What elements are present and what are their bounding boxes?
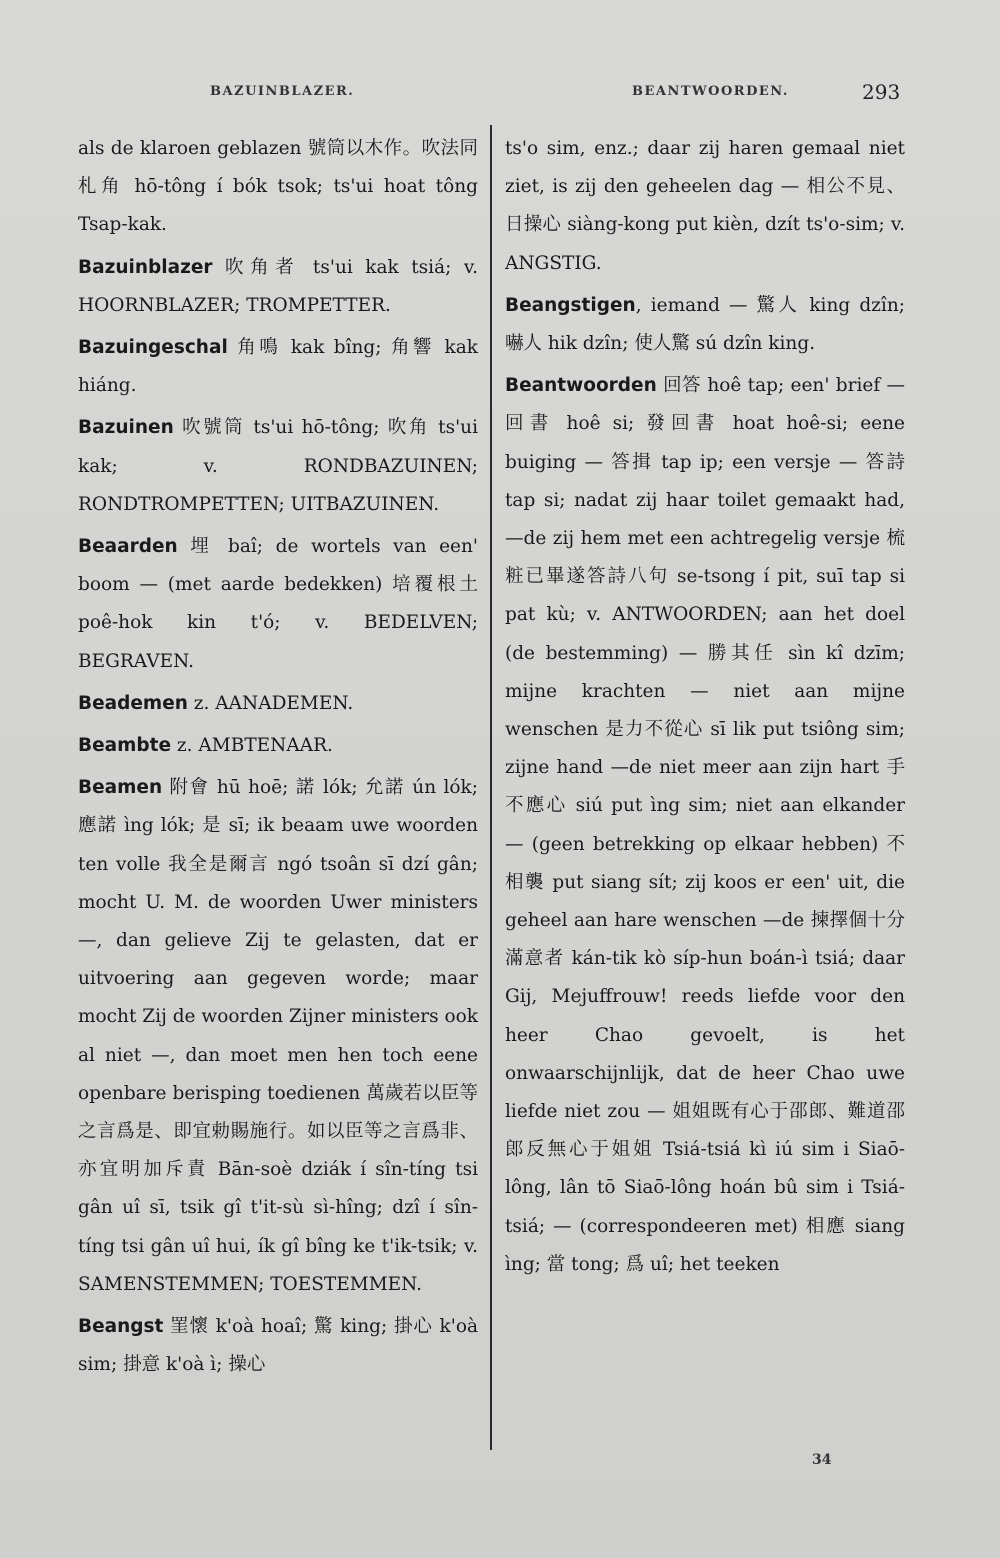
column-divider bbox=[490, 125, 492, 1450]
right-column bbox=[505, 130, 905, 1288]
entry-text: 吹號筒 ts'ui hō-tông; 吹角 ts'ui kak; v. RONDBAZUINEN; RONDTROMPETTEN; UITBAZUINEN. bbox=[78, 417, 478, 515]
dictionary-entry bbox=[505, 130, 905, 283]
entry-text: 吹角者 ts'ui kak tsiá; v. HOORNBLAZER; TROMPETTER. bbox=[78, 256, 478, 316]
entry-text: 回答 hoê tap; een' brief — 回書 hoê si; 發回書 hoat hoê-si; eene buiging — 答揖 tap ip; een versje — 答詩 tap si; nadat zij haar toilet gemaakt had, —de zij hem met een achtregelig versje 梳粧已畢遂答詩八句 se-tsong í pit, suī tap si pat kù; v. ANTWOORDEN; aan het doel (de bestemming) — 勝其任 sìn kî dzīm; mijne krachten — niet aan mijne wenschen 是力不從心 sī lik put tsiông sim; zijne hand —de niet meer aan zijn hart 手不應心 siú put ìng sim; niet aan elkander — (geen betrekking op elkaar hebben) 不相襲 put siang sít; zij koos er een' uit, die geheel aan hare wenschen —de 揀擇個十分滿意者 kán-tik kò síp-hun boán-ì tsiá; daar Gij, Mejuffrouw! reeds liefde voor den heer Chao gevoelt, is het onwaarschijnlijk, dat de heer Chao uwe liefde niet zou — 姐姐既有心于邵郎、難道邵郎反無心于姐姐 Tsiá-tsiá kì iú sim i Siaō-lông, lân tō Siaō-lông hoán bû sim i Tsiá-tsiá; — (correspondeeren met) 相應 siang ìng; 當 tong; 爲 uî; het teeken bbox=[505, 375, 905, 1275]
dictionary-entry bbox=[505, 287, 905, 363]
entry-text: als de klaroen geblazen 號筒以木作。吹法同札角 hō-tông í bók tsok; ts'ui hoat tông Tsap-kak. bbox=[78, 138, 478, 236]
entry-text: ts'o sim, enz.; daar zij haren gemaal niet ziet, is zij den geheelen dag — 相公不見、日操心 siàng-kong put kièn, dzít ts'o-sim; v. ANGSTIG. bbox=[505, 138, 905, 274]
running-head-right: BEANTWOORDEN. bbox=[632, 84, 789, 99]
left-column bbox=[78, 130, 478, 1389]
entry-headword: Beantwoorden bbox=[505, 375, 657, 397]
entry-text: , iemand — 驚人 king dzîn; 嚇人 hik dzîn; 使人驚 sú dzîn king. bbox=[505, 294, 905, 355]
running-head-left: BAZUINBLAZER. bbox=[210, 84, 355, 99]
signature-mark: 34 bbox=[812, 1452, 832, 1468]
entry-text: z. AANADEMEN. bbox=[187, 692, 354, 714]
entry-text: 附會 hū hoē; 諾 lók; 允諾 ún lók; 應諾 ìng lók; 是 sī; ik beaam uwe woorden ten volle 我全是爾言 ngó tsoân sī dzí gân; mocht U. M. de woorden Uwer ministers —, dan gelieve Zij te gelasten, dat er uitvoering aan gegeven worde; maar mocht Zij de woorden Zijner ministers ook al niet —, dan moet men hen toch eene openbare berisping toedienen 萬歲若以臣等之言爲是、即宜勅賜施行。如以臣等之言爲非、亦宜明加斥責 Bān-soè dziák í sîn-tíng tsi gân uî sī, tsik gî t'it-sù sì-hîng; dzî í sîn-tíng tsi gân uî hui, ík gî bîng ke t'ik-tsik; v. SAMENSTEMMEN; TOESTEMMEN. bbox=[78, 777, 478, 1295]
dictionary-entry bbox=[78, 329, 478, 405]
dictionary-entry bbox=[78, 130, 478, 245]
entry-headword: Bazuingeschal bbox=[78, 337, 228, 359]
dictionary-entry bbox=[78, 409, 478, 524]
entry-headword: Bazuinen bbox=[78, 417, 174, 439]
entry-text: 罣懷 k'oà hoaî; 驚 king; 掛心 k'oà sim; 掛意 k'oà ì; 操心 bbox=[78, 1316, 478, 1376]
entry-headword: Beademen bbox=[78, 692, 188, 714]
dictionary-entry bbox=[505, 367, 905, 1284]
entry-text: z. AMBTENAAR. bbox=[171, 735, 333, 757]
dictionary-entry bbox=[78, 1308, 478, 1384]
entry-headword: Beangstigen bbox=[505, 294, 636, 316]
entry-headword: Beaarden bbox=[78, 536, 178, 558]
entry-text: 角鳴 kak bîng; 角響 kak hiáng. bbox=[78, 337, 478, 397]
entry-text: 埋 baî; de wortels van een' boom — (met aarde bedekken) 培覆根土 poê-hok kin t'ó; v. BEDELVEN; BEGRAVEN. bbox=[78, 536, 478, 672]
dictionary-entry bbox=[78, 528, 478, 681]
entry-headword: Beambte bbox=[78, 735, 172, 757]
dictionary-entry bbox=[78, 685, 478, 723]
entry-headword: Beamen bbox=[78, 777, 163, 799]
entry-headword: Bazuinblazer bbox=[78, 256, 213, 278]
dictionary-entry bbox=[78, 727, 478, 765]
dictionary-entry bbox=[78, 769, 478, 1304]
page-number: 293 bbox=[862, 80, 901, 104]
dictionary-entry bbox=[78, 249, 478, 325]
entry-headword: Beangst bbox=[78, 1316, 164, 1338]
